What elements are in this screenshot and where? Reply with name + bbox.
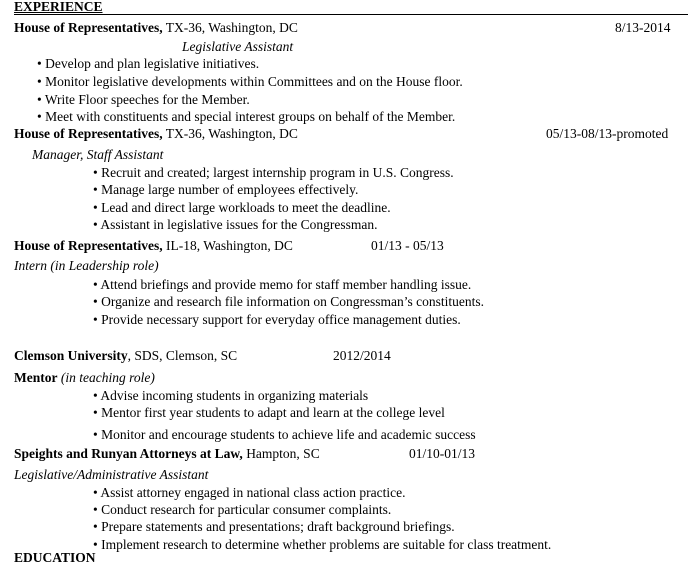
job-header [14,237,293,254]
bullet-item: • Recruit and created; largest internship program in U.S. Congress. [93,165,454,180]
job-date: 2012/2014 [333,348,391,363]
bullet-item: • Monitor legislative developments within Committees and on the House floor. [37,74,463,89]
bullet-item: • Advise incoming students in organizing materials [93,388,369,403]
job-title-note: (in teaching role) [57,370,155,385]
bullet-item: • Attend briefings and provide memo for staff member handling issue. [93,277,472,292]
job-header [14,125,298,142]
heading-rule [14,14,688,15]
bullet-item: • Assist attorney engaged in national class action practice. [93,485,406,500]
bullet-item: • Write Floor speeches for the Member. [37,92,250,107]
job-title: Legislative Assistant [182,39,294,54]
bullet-item: • Provide necessary support for everyday office management duties. [93,312,461,327]
job-location: Hampton, SC [242,446,320,461]
bullet-item: • Conduct research for particular consumer complaints. [93,502,392,517]
job-date: 01/13 - 05/13 [371,238,444,253]
bullet-item: • Prepare statements and presentations; draft background briefings. [93,519,455,534]
bullet-item: • Mentor first year students to adapt and learn at the college level [93,405,445,420]
job-location: , SDS, Clemson, SC [127,348,238,363]
bullet-item: • Implement research to determine whether problems are suitable for class treatment. [93,537,552,552]
bullet-item: • Monitor and encourage students to achieve life and academic success [93,427,476,442]
job-header [14,347,237,364]
section-heading-education: EDUCATION [14,550,96,565]
job-location: TX-36, Washington, DC [162,20,298,35]
job-date: 8/13-2014 [615,20,671,35]
job-title: Intern (in Leadership role) [14,258,159,273]
bullet-item: • Manage large number of employees effectively. [93,182,359,197]
job-title [14,369,155,386]
job-org: Clemson University [14,348,128,363]
job-date: 05/13-08/13-promoted [546,126,669,141]
bullet-item: • Organize and research file information on Congressman’s constituents. [93,294,484,309]
job-location: TX-36, Washington, DC [162,126,298,141]
job-title: Manager, Staff Assistant [32,147,164,162]
section-heading-experience: EXPERIENCE [14,0,103,14]
job-header [14,445,320,462]
job-location: IL-18, Washington, DC [162,238,293,253]
job-org: House of Representatives, [14,20,163,35]
bullet-item: • Meet with constituents and special interest groups on behalf of the Member. [37,109,456,124]
job-title-role: Mentor [14,370,58,385]
job-org: House of Representatives, [14,126,163,141]
job-date: 01/10-01/13 [409,446,475,461]
job-header [14,19,298,36]
bullet-item: • Develop and plan legislative initiatives. [37,56,260,71]
job-org: Speights and Runyan Attorneys at Law, [14,446,243,461]
bullet-item: • Assistant in legislative issues for the Congressman. [93,217,378,232]
job-org: House of Representatives, [14,238,163,253]
job-title: Legislative/Administrative Assistant [14,467,209,482]
bullet-item: • Lead and direct large workloads to meet the deadline. [93,200,391,215]
